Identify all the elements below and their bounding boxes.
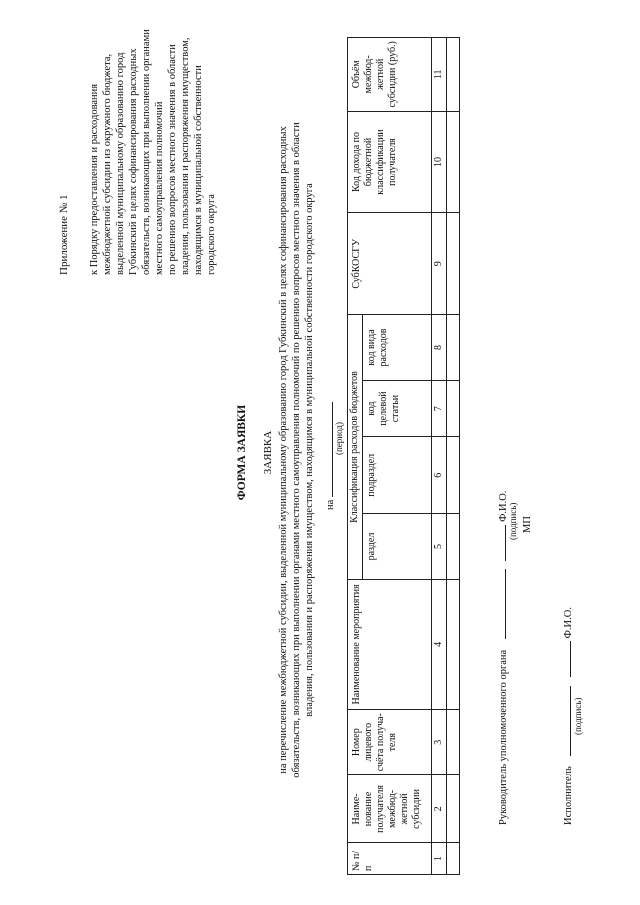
column-number: 9 [432, 213, 447, 315]
stamp-mark: МП [522, 516, 533, 533]
header-subsection: подраздел [363, 437, 432, 514]
head-label: Руководитель уполномоченного органа [498, 649, 509, 825]
request-table [347, 37, 460, 875]
empty-cell [447, 437, 460, 514]
header-classification: Классификация расходов бюджетов [348, 315, 363, 580]
empty-cell [447, 514, 460, 580]
column-number: 1 [432, 843, 447, 875]
appendix-reference [88, 25, 218, 275]
head-fio: Ф.И.О. [498, 490, 509, 522]
appendix-line: межбюджетной субсидии из окружного бюджета, [102, 53, 113, 275]
appendix-line: по решению вопросов местного значения в области [167, 44, 178, 275]
appendix-line: владения, пользования и распоряжения имуществом, [180, 37, 191, 275]
head-sign-note: (подпись) [508, 502, 518, 540]
period-note: (период) [334, 422, 344, 455]
column-number: 7 [432, 380, 447, 437]
header-recipient: Наиме-нование получателя межбюд-жетной субсидии [348, 775, 432, 843]
header-income-code: Код дохода по бюджетной классификации получателя [348, 111, 432, 213]
executor-fio: Ф.И.О. [563, 607, 574, 639]
executor-sign-blank [560, 686, 571, 756]
empty-cell [447, 315, 460, 381]
appendix-line: городского округа [206, 194, 217, 275]
header-volume: Объём межбюд-жетной субсидии (руб.) [348, 38, 432, 112]
appendix-line: обязательств, возникающих при выполнении органами [141, 29, 152, 275]
executor-label: Исполнитель [563, 766, 574, 825]
header-subkosgu: СубКОСГУ [348, 213, 432, 315]
header-target: код целевой статьи [363, 380, 432, 437]
request-line: на перечисление межбюджетной субсидии, выделенной муниципальному образованию город Губкинский в целях софинансирования расходных [278, 126, 289, 774]
head-fio-blank [495, 525, 506, 561]
column-numbers-row [432, 38, 447, 875]
executor-signature-line [560, 607, 574, 825]
column-number: 2 [432, 775, 447, 843]
empty-cell [447, 38, 460, 112]
empty-cell [447, 775, 460, 843]
appendix-line: находящимся в муниципальной собственности [193, 65, 204, 275]
column-number: 3 [432, 709, 447, 775]
appendix-title: Приложение № 1 [58, 194, 70, 275]
column-number: 10 [432, 111, 447, 213]
appendix-line: Губкинский в целях софинансирования расходных [128, 48, 139, 275]
empty-cell [447, 843, 460, 875]
appendix-line: выделенной муниципальному образованию город [115, 52, 126, 275]
period-field [322, 402, 336, 510]
header-event: Наименование мероприятия [348, 579, 432, 709]
request-line: владения, пользования и распоряжения имуществом, находящимся в муниципальной собственности городского округа [304, 183, 315, 717]
empty-cell [447, 579, 460, 709]
header-num: № п/п [348, 843, 432, 875]
empty-data-row [447, 38, 460, 875]
column-number: 8 [432, 315, 447, 381]
column-number: 6 [432, 437, 447, 514]
executor-fio-blank [560, 641, 571, 677]
appendix-line: к Порядку предоставления и расходования [89, 83, 100, 275]
request-description [277, 65, 316, 835]
head-sign-blank [495, 569, 506, 639]
executor-sign-note: (подпись) [573, 697, 583, 735]
column-number: 5 [432, 514, 447, 580]
appendix-line: местного самоуправления полномочий [154, 101, 165, 275]
header-expense-type: код вида расходов [363, 315, 432, 381]
request-title: ЗАЯВКА [262, 430, 274, 475]
period-prefix: на [325, 499, 336, 510]
request-line: обязательств, возникающих при выполнении органами местного самоуправления полномочий по решению вопросов местного значения в области [291, 122, 302, 778]
header-section: раздел [363, 514, 432, 580]
period-blank-line [322, 402, 333, 497]
column-number: 4 [432, 579, 447, 709]
header-account: Номер лицевого счёта получа-теля [348, 709, 432, 775]
empty-cell [447, 380, 460, 437]
empty-cell [447, 213, 460, 315]
empty-cell [447, 709, 460, 775]
empty-cell [447, 111, 460, 213]
column-number: 11 [432, 38, 447, 112]
head-signature-line [495, 491, 509, 825]
form-title: ФОРМА ЗАЯВКИ [236, 404, 248, 501]
